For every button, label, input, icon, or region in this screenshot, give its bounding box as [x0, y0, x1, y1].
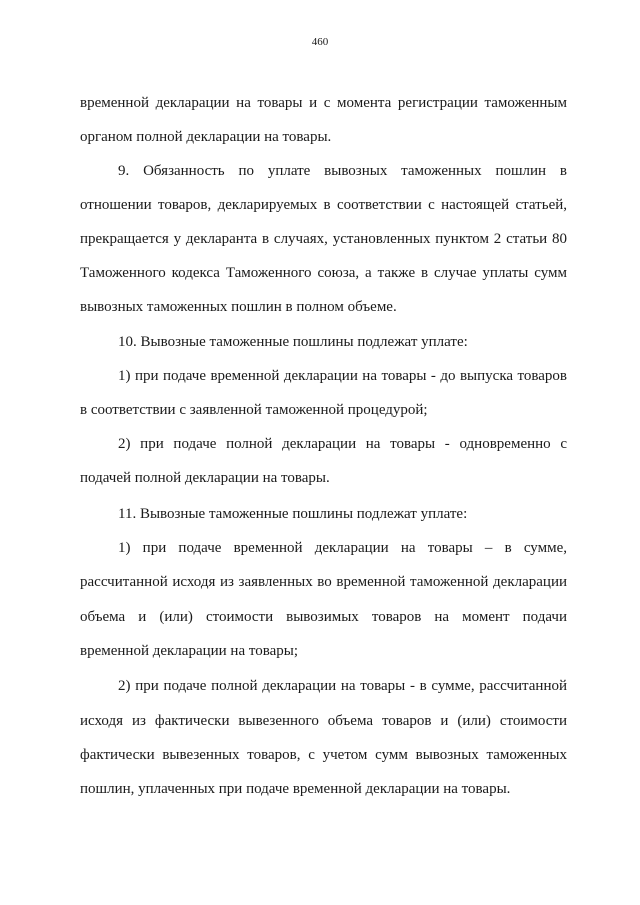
paragraph-10-heading: 10. Вывозные таможенные пошлины подлежат уплате: [118, 334, 468, 350]
page-number: 460 [311, 36, 329, 48]
text-line: прекращается у декларанта в случаях, установленных пунктом 2 статьи 80 [80, 231, 567, 247]
text-line: отношении товаров, декларируемых в соответствии с настоящей статьей, [80, 197, 567, 213]
text-line: объема и (или) стоимости вывозимых товаров на момент подачи [80, 609, 567, 625]
text-line: органом полной декларации на товары. [80, 129, 332, 145]
text-line: исходя из фактически вывезенного объема товаров и (или) стоимости [80, 713, 567, 729]
paragraph-11-item-1: 1) при подаче временной декларации на товары – в сумме, [118, 540, 567, 556]
text-line: Таможенного кодекса Таможенного союза, а также в случае уплаты сумм [80, 265, 567, 281]
text-line: подачей полной декларации на товары. [80, 470, 330, 486]
paragraph-9-start: 9. Обязанность по уплате вывозных таможенных пошлин в [118, 163, 567, 179]
paragraph-11-heading: 11. Вывозные таможенные пошлины подлежат уплате: [118, 506, 468, 522]
text-line: рассчитанной исходя из заявленных во временной таможенной декларации [80, 574, 567, 590]
paragraph-10-item-1: 1) при подаче временной декларации на товары - до выпуска товаров [118, 368, 567, 384]
paragraph-10-item-2: 2) при подаче полной декларации на товары - одновременно с [118, 436, 567, 452]
text-line: пошлин, уплаченных при подаче временной декларации на товары. [80, 781, 511, 797]
text-line: временной декларации на товары; [80, 643, 299, 659]
text-line: вывозных таможенных пошлин в полном объеме. [80, 299, 397, 315]
text-line: временной декларации на товары и с момента регистрации таможенным [80, 95, 567, 111]
text-line: фактически вывезенных товаров, с учетом сумм вывозных таможенных [80, 747, 567, 763]
text-line: в соответствии с заявленной таможенной процедурой; [80, 402, 428, 418]
paragraph-11-item-2: 2) при подаче полной декларации на товары - в сумме, рассчитанной [118, 678, 567, 694]
